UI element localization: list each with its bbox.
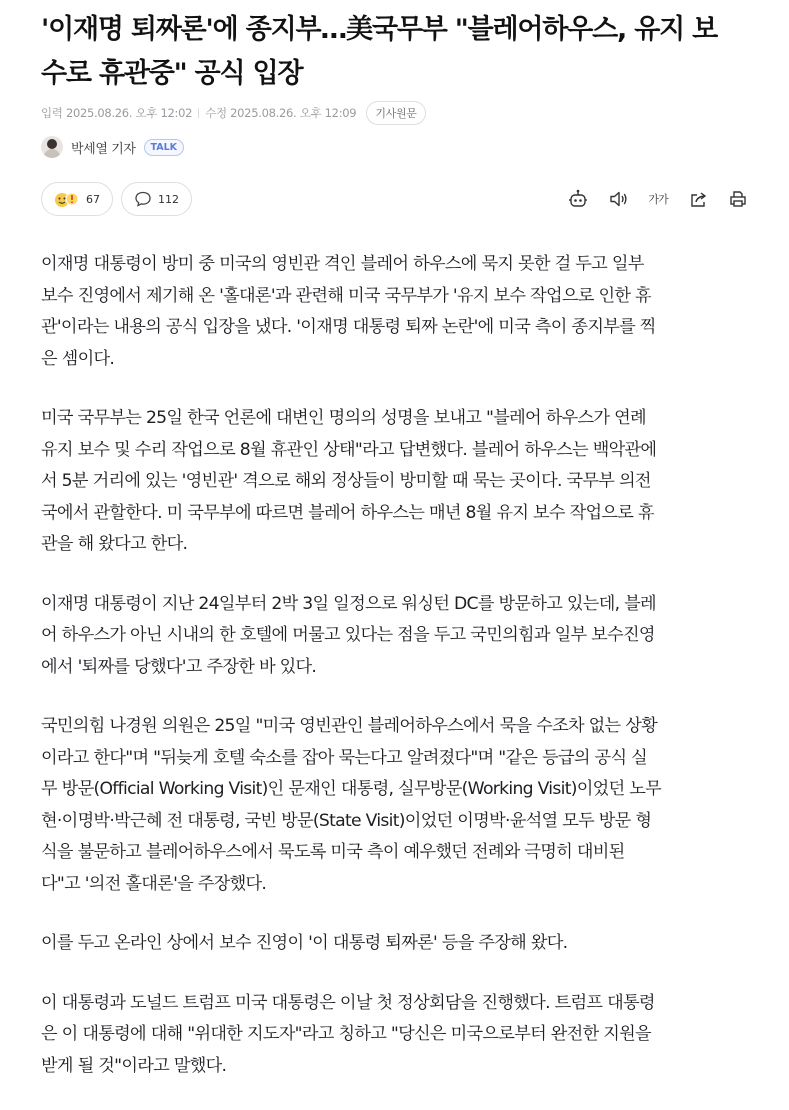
input-label: 입력 xyxy=(41,106,63,120)
listen-button[interactable] xyxy=(607,188,629,210)
reporter-avatar[interactable] xyxy=(41,136,63,158)
robot-icon xyxy=(567,188,589,210)
paragraph-line: 보수 진영에서 제기해 온 '홀대론'과 관련해 미국 국무부가 '유지 보수 작업으로 인한 휴 xyxy=(41,285,651,306)
reporter-info xyxy=(41,134,749,160)
paragraph-line: 미국 국무부는 25일 한국 언론에 대변인 명의의 성명을 보내고 "블레어 하우스가 연례 xyxy=(41,408,646,428)
paragraph-line: 이를 두고 온라인 상에서 보수 진영이 '이 대통령 퇴짜론' 등을 주장해 왔다. xyxy=(41,933,568,953)
reaction-count: 67 xyxy=(86,192,100,206)
share-button[interactable] xyxy=(687,188,709,210)
font-size-button[interactable] xyxy=(647,188,669,210)
paragraph-line: 이 대통령과 도널드 트럼프 미국 대통령은 이날 첫 정상회담을 진행했다. 트럼프 대통령 xyxy=(41,992,655,1013)
article-paragraph xyxy=(41,403,749,561)
paragraph-line: 유지 보수 및 수리 작업으로 8월 휴관인 상태"라고 답변했다. 블레어 하우스는 백악관에 xyxy=(41,439,657,460)
article-meta xyxy=(41,100,749,126)
paragraph-line: 은 셈이다. xyxy=(41,348,115,369)
share-icon xyxy=(687,188,709,210)
paragraph-line: 국에서 관할한다. 미 국무부에 따르면 블레어 하우스는 매년 8월 유지 보수 작업으로 휴 xyxy=(41,502,654,523)
title-line: '이재명 퇴짜론'에 종지부…美국무부 "블레어하우스, 유지 보 xyxy=(41,14,718,45)
reporter-name[interactable]: 박세열 기자 xyxy=(71,141,136,157)
print-icon xyxy=(727,188,749,210)
comment-button[interactable] xyxy=(121,182,192,216)
reaction-emoji-icon xyxy=(54,190,80,208)
article-body xyxy=(41,249,749,1082)
edit-label: 수정 xyxy=(205,106,227,120)
paragraph-line: 서 5분 거리에 있는 '영빈관' 격으로 해외 정상들이 방미할 때 묵는 곳이다. 국무부 의전 xyxy=(41,471,651,491)
article-paragraph xyxy=(41,589,749,684)
original-article-button[interactable]: 기사원문 xyxy=(366,101,425,125)
paragraph-line: 어 하우스가 아닌 시내의 한 호텔에 머물고 있다는 점을 두고 국민의힘과 일부 보수진영 xyxy=(41,625,655,645)
paragraph-line: 이라고 한다"며 "뒤늦게 호텔 숙소를 잡아 묵는다고 알려졌다"며 "같은 등급의 공식 실 xyxy=(41,747,648,768)
reaction-button[interactable] xyxy=(41,182,113,216)
article-tools xyxy=(549,181,749,217)
paragraph-line: 식을 불문하고 블레어하우스에서 묵도록 미국 측이 예우했던 전례와 극명히 대비된 xyxy=(41,842,625,862)
paragraph-line: 이재명 대통령이 지난 24일부터 2박 3일 일정으로 워싱턴 DC를 방문하고 있는데, 블레 xyxy=(41,593,656,614)
article-paragraph xyxy=(41,249,749,375)
title-line: 수로 휴관중" 공식 입장 xyxy=(41,58,303,89)
paragraph-line: 관을 해 왔다고 한다. xyxy=(41,534,188,554)
paragraph-line: 국민의힘 나경원 의원은 25일 "미국 영빈관인 블레어하우스에서 묵을 수조차 없는 상황 xyxy=(41,716,658,736)
input-time: 2025.08.26. 오후 12:02 xyxy=(65,106,193,120)
article-title xyxy=(41,8,749,96)
summary-bot-button[interactable] xyxy=(567,188,589,210)
paragraph-line: 관'이라는 내용의 공식 입장을 냈다. '이재명 대통령 퇴짜 논란'에 미국 측이 종지부를 찍 xyxy=(41,317,656,337)
comment-icon xyxy=(134,190,152,208)
article-container xyxy=(41,0,749,1110)
font-size-label: 가가 xyxy=(648,193,668,206)
paragraph-line: 이재명 대통령이 방미 중 미국의 영빈관 격인 블레어 하우스에 묵지 못한 걸 두고 일부 xyxy=(41,254,644,274)
paragraph-line: 다"고 '의전 홀대론'을 주장했다. xyxy=(41,873,267,894)
edit-time: 2025.08.26. 오후 12:09 xyxy=(230,106,357,120)
paragraph-line: 현·이명박·박근혜 전 대통령, 국빈 방문(State Visit)이었던 이명박·윤석열 모두 방문 형 xyxy=(41,810,652,831)
print-button[interactable] xyxy=(727,188,749,210)
comment-count: 112 xyxy=(158,192,179,206)
speaker-icon xyxy=(607,188,629,210)
talk-button[interactable]: TALK xyxy=(144,139,185,156)
meta-divider xyxy=(198,108,199,118)
paragraph-line: 무 방문(Official Working Visit)인 문재인 대통령, 실무방문(Working Visit)이었던 노무 xyxy=(41,779,662,799)
paragraph-line: 받게 될 것"이라고 말했다. xyxy=(41,1055,227,1076)
article-paragraph xyxy=(41,988,749,1083)
article-paragraph xyxy=(41,928,749,960)
paragraph-line: 은 이 대통령에 대해 "위대한 지도자"라고 칭하고 "당신은 미국으로부터 완전한 지원을 xyxy=(41,1024,651,1044)
article-paragraph xyxy=(41,711,749,900)
paragraph-line: 에서 '퇴짜를 당했다'고 주장한 바 있다. xyxy=(41,656,317,677)
action-bar xyxy=(41,181,749,217)
